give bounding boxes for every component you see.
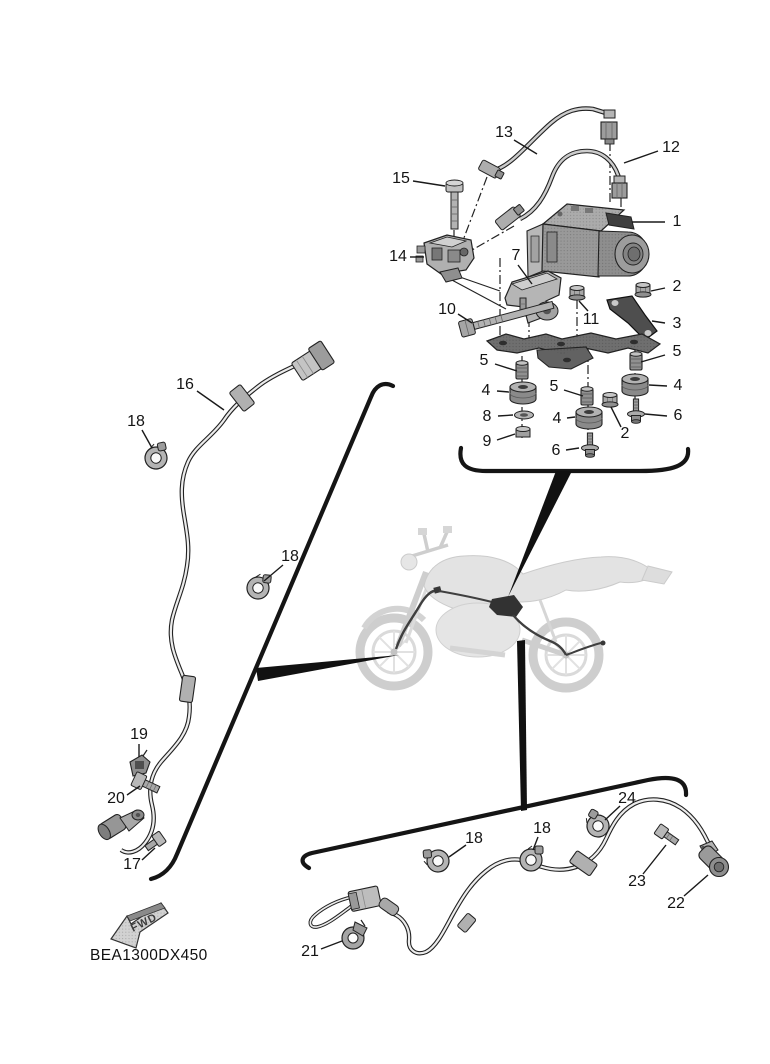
callout-part-1-c4: 1 xyxy=(672,213,682,230)
callout-leader-c7 xyxy=(651,288,665,291)
fwd-arrow-label: FWD xyxy=(128,911,160,935)
callout-leader-c30 xyxy=(449,845,466,857)
callout-leader-c12 xyxy=(641,355,665,362)
callout-leader-c32 xyxy=(684,875,708,896)
callout-part-8-c16: 8 xyxy=(482,408,492,425)
callout-leader-c15 xyxy=(497,391,509,392)
abs-hydraulic-unit xyxy=(527,204,649,277)
callout-part-6-c17: 6 xyxy=(673,407,683,424)
callout-part-7-c6: 7 xyxy=(511,247,521,264)
callout-part-23-c31: 23 xyxy=(628,873,646,890)
callout-part-4-c15: 4 xyxy=(481,382,491,399)
clamp-18-front-upper xyxy=(142,442,170,471)
nut-11-part xyxy=(569,286,585,301)
callout-part-19-c25: 19 xyxy=(130,726,148,743)
washer-8-part xyxy=(515,411,534,419)
callout-leader-c10 xyxy=(652,321,665,323)
nut-2-lower-part xyxy=(602,393,618,408)
fwd-arrow xyxy=(111,903,168,948)
clamp-18-rear-left xyxy=(423,848,450,873)
callout-leader-c33 xyxy=(321,941,342,949)
damper-4-left xyxy=(510,382,536,404)
callout-part-22-c32: 22 xyxy=(667,895,685,912)
callout-part-17-c27: 17 xyxy=(123,856,141,873)
front-panel-border xyxy=(151,384,393,879)
bolt-20-part xyxy=(131,772,162,797)
callout-leader-c17 xyxy=(645,414,667,416)
bolt-6-right xyxy=(628,399,645,423)
callout-leader-c14 xyxy=(564,390,583,396)
callout-part-10-c8: 10 xyxy=(438,301,456,318)
clamp-18-rear-middle xyxy=(520,846,543,871)
callout-part-18-c30: 18 xyxy=(465,830,483,847)
callout-part-6-c21: 6 xyxy=(551,442,561,459)
callout-part-5-c11: 5 xyxy=(479,352,489,369)
callout-leader-c22 xyxy=(197,391,224,410)
callout-leader-c18 xyxy=(567,417,575,418)
bolt-6-middle xyxy=(582,433,599,457)
motorcycle-illustration xyxy=(360,526,672,688)
callout-leader-c20 xyxy=(497,434,515,440)
callout-part-4-c13: 4 xyxy=(673,377,683,394)
callout-leader-c3 xyxy=(413,181,445,186)
callout-part-16-c22: 16 xyxy=(176,376,194,393)
callout-leader-c11 xyxy=(495,364,517,371)
bolt-23-part xyxy=(654,824,681,848)
callout-leader-c9 xyxy=(579,301,588,311)
callout-part-20-c26: 20 xyxy=(107,790,125,807)
front-sensor-cable-16 xyxy=(121,361,305,852)
callout-part-2-c19: 2 xyxy=(620,425,630,442)
nut-2-upper-part xyxy=(635,283,651,298)
callout-part-5-c14: 5 xyxy=(549,378,559,395)
callout-leader-c19 xyxy=(611,407,621,427)
collar-5-right xyxy=(630,352,642,370)
drawing-part-code: BEA1300DX450 xyxy=(90,947,208,964)
rear-sensor-cable-detail xyxy=(303,640,729,953)
callout-leader-c13 xyxy=(649,385,667,386)
callout-part-21-c33: 21 xyxy=(301,943,319,960)
callout-leader-c16 xyxy=(498,415,513,416)
callout-part-18-c23: 18 xyxy=(127,413,145,430)
callout-part-4-c18: 4 xyxy=(552,410,562,427)
clamp-19-part xyxy=(130,750,150,776)
callout-part-2-c7: 2 xyxy=(672,278,682,295)
abs-assembly-detail xyxy=(416,109,688,597)
callout-part-14-c5: 14 xyxy=(389,248,407,265)
front-sensor-connector xyxy=(290,341,335,383)
callout-leader-c2 xyxy=(624,151,658,163)
callout-part-9-c20: 9 xyxy=(482,433,492,450)
bolt-15-part xyxy=(446,180,463,229)
rear-panel-pointer xyxy=(517,640,527,811)
callout-part-24-c28: 24 xyxy=(618,790,636,807)
stay-bracket-3 xyxy=(607,296,657,340)
callout-leader-c26 xyxy=(127,786,140,795)
damper-4-right xyxy=(622,374,648,396)
callout-leader-c23 xyxy=(142,430,152,448)
callout-part-5-c12: 5 xyxy=(672,343,682,360)
callout-part-12-c2: 12 xyxy=(662,139,680,156)
callout-leader-c31 xyxy=(643,845,666,874)
callout-part-15-c3: 15 xyxy=(392,170,410,187)
callout-part-3-c10: 3 xyxy=(672,315,682,332)
clamp-18-front-lower xyxy=(246,573,271,600)
callout-part-18-c29: 18 xyxy=(533,820,551,837)
clamp-21-part xyxy=(342,920,367,949)
callout-leader-c24 xyxy=(264,565,283,581)
abs-panel-border xyxy=(460,448,688,471)
rear-sensor-connector xyxy=(348,886,400,917)
damper-4-middle xyxy=(576,407,602,429)
callout-part-13-c1: 13 xyxy=(495,124,513,141)
callout-part-18-c24: 18 xyxy=(281,548,299,565)
rear-sensor-cable xyxy=(310,799,711,953)
callout-part-11-c9: 11 xyxy=(582,311,600,328)
nut-9-part xyxy=(516,427,530,438)
collar-5-left xyxy=(516,361,528,379)
callout-leader-c21 xyxy=(566,448,579,450)
joint-bracket-14 xyxy=(416,235,474,282)
brake-pipe-13 xyxy=(478,109,617,181)
rear-wheel-sensor-22 xyxy=(697,841,729,877)
